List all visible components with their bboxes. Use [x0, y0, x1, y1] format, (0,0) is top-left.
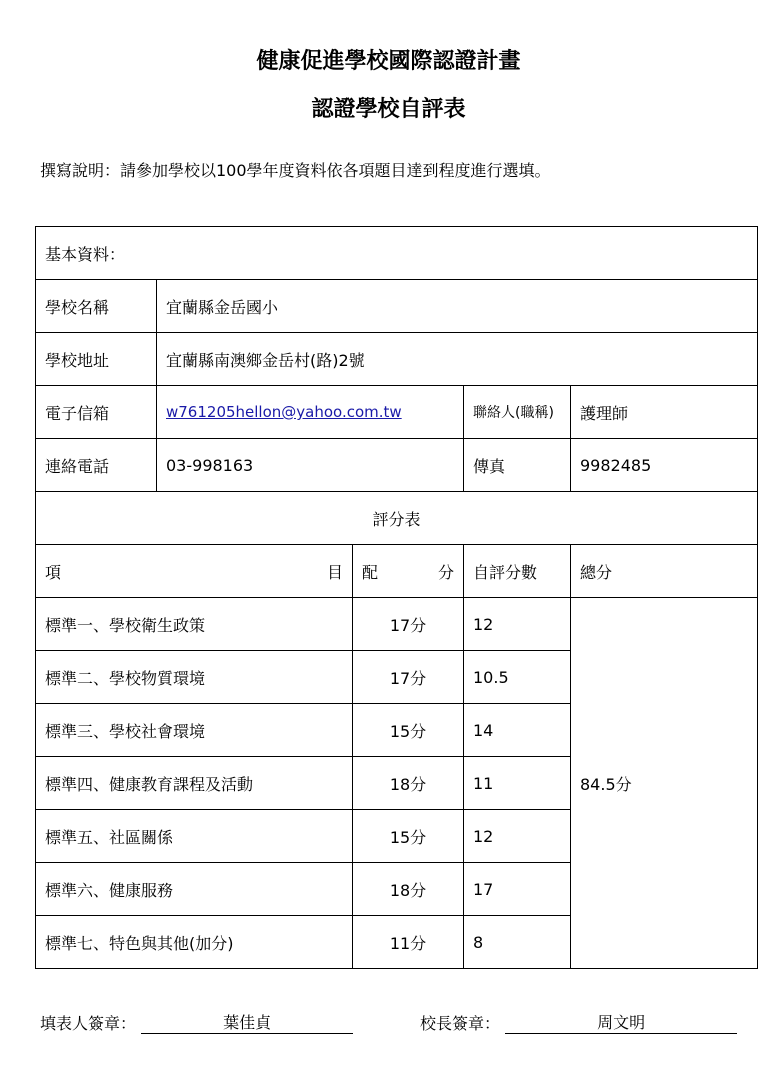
fax-value: 9982485 — [571, 439, 758, 492]
email-label: 電子信箱 — [36, 386, 157, 439]
item-header-left: 項 — [45, 562, 62, 582]
principal-signature-line[interactable] — [505, 1010, 737, 1034]
standard-item: 標準三、學校社會環境 — [36, 704, 353, 757]
standard-points: 18分 — [353, 863, 464, 916]
contact-label: 聯絡人(職稱) — [464, 386, 571, 439]
principal-name: 周文明 — [597, 1013, 646, 1032]
contact-value: 護理師 — [571, 386, 758, 439]
item-header-right: 目 — [326, 562, 343, 582]
evaluation-form-table — [35, 226, 758, 969]
standard-item: 標準四、健康教育課程及活動 — [36, 757, 353, 810]
standard-item: 標準一、學校衛生政策 — [36, 598, 353, 651]
address-value: 宜蘭縣南澳鄉金岳村(路)2號 — [157, 333, 758, 386]
school-name-label: 學校名稱 — [36, 280, 157, 333]
filler-name: 葉佳貞 — [223, 1013, 272, 1032]
fax-label: 傳真 — [464, 439, 571, 492]
points-header-right: 分 — [437, 562, 454, 582]
document-subtitle: 認證學校自評表 — [311, 97, 466, 122]
standard-points: 17分 — [353, 598, 464, 651]
standard-points: 18分 — [353, 757, 464, 810]
email-link[interactable]: w761205hellon@yahoo.com.tw — [157, 386, 464, 439]
school-name-row — [36, 280, 758, 333]
standard-self-score: 14 — [464, 704, 571, 757]
standard-points: 15分 — [353, 704, 464, 757]
principal-signature — [420, 1010, 737, 1034]
total-score: 84.5分 — [571, 598, 758, 969]
standard-item: 標準二、學校物質環境 — [36, 651, 353, 704]
total-header: 總分 — [571, 545, 758, 598]
filler-signature-line[interactable] — [141, 1010, 353, 1034]
item-header — [36, 545, 353, 598]
address-label: 學校地址 — [36, 333, 157, 386]
standard-self-score: 17 — [464, 863, 571, 916]
phone-row — [36, 439, 758, 492]
points-header — [353, 545, 464, 598]
standard-points: 17分 — [353, 651, 464, 704]
self-score-header: 自評分數 — [464, 545, 571, 598]
document-title: 健康促進學校國際認證計畫 — [256, 49, 521, 74]
score-table-title-row — [36, 492, 758, 545]
principal-signature-label: 校長簽章： — [420, 1014, 501, 1033]
standard-self-score: 12 — [464, 598, 571, 651]
points-header-left: 配 — [362, 562, 379, 582]
basic-info-label: 基本資料： — [36, 227, 758, 280]
basic-info-header-row — [36, 227, 758, 280]
phone-value: 03-998163 — [157, 439, 464, 492]
standard-points: 15分 — [353, 810, 464, 863]
table-row — [36, 598, 758, 651]
standard-item: 標準六、健康服務 — [36, 863, 353, 916]
score-table-header-row — [36, 545, 758, 598]
standard-item: 標準七、特色與其他(加分) — [36, 916, 353, 969]
standard-self-score: 12 — [464, 810, 571, 863]
instructions-text: 撰寫說明：請參加學校以100學年度資料依各項題目達到程度進行選填。 — [40, 161, 551, 180]
standard-self-score: 11 — [464, 757, 571, 810]
standard-points: 11分 — [353, 916, 464, 969]
standard-self-score: 10.5 — [464, 651, 571, 704]
filler-signature — [40, 1010, 353, 1034]
email-row — [36, 386, 758, 439]
standard-item: 標準五、社區關係 — [36, 810, 353, 863]
address-row — [36, 333, 758, 386]
standard-self-score: 8 — [464, 916, 571, 969]
filler-signature-label: 填表人簽章： — [40, 1014, 137, 1033]
phone-label: 連絡電話 — [36, 439, 157, 492]
school-name-value: 宜蘭縣金岳國小 — [157, 280, 758, 333]
score-table-title: 評分表 — [36, 492, 758, 545]
